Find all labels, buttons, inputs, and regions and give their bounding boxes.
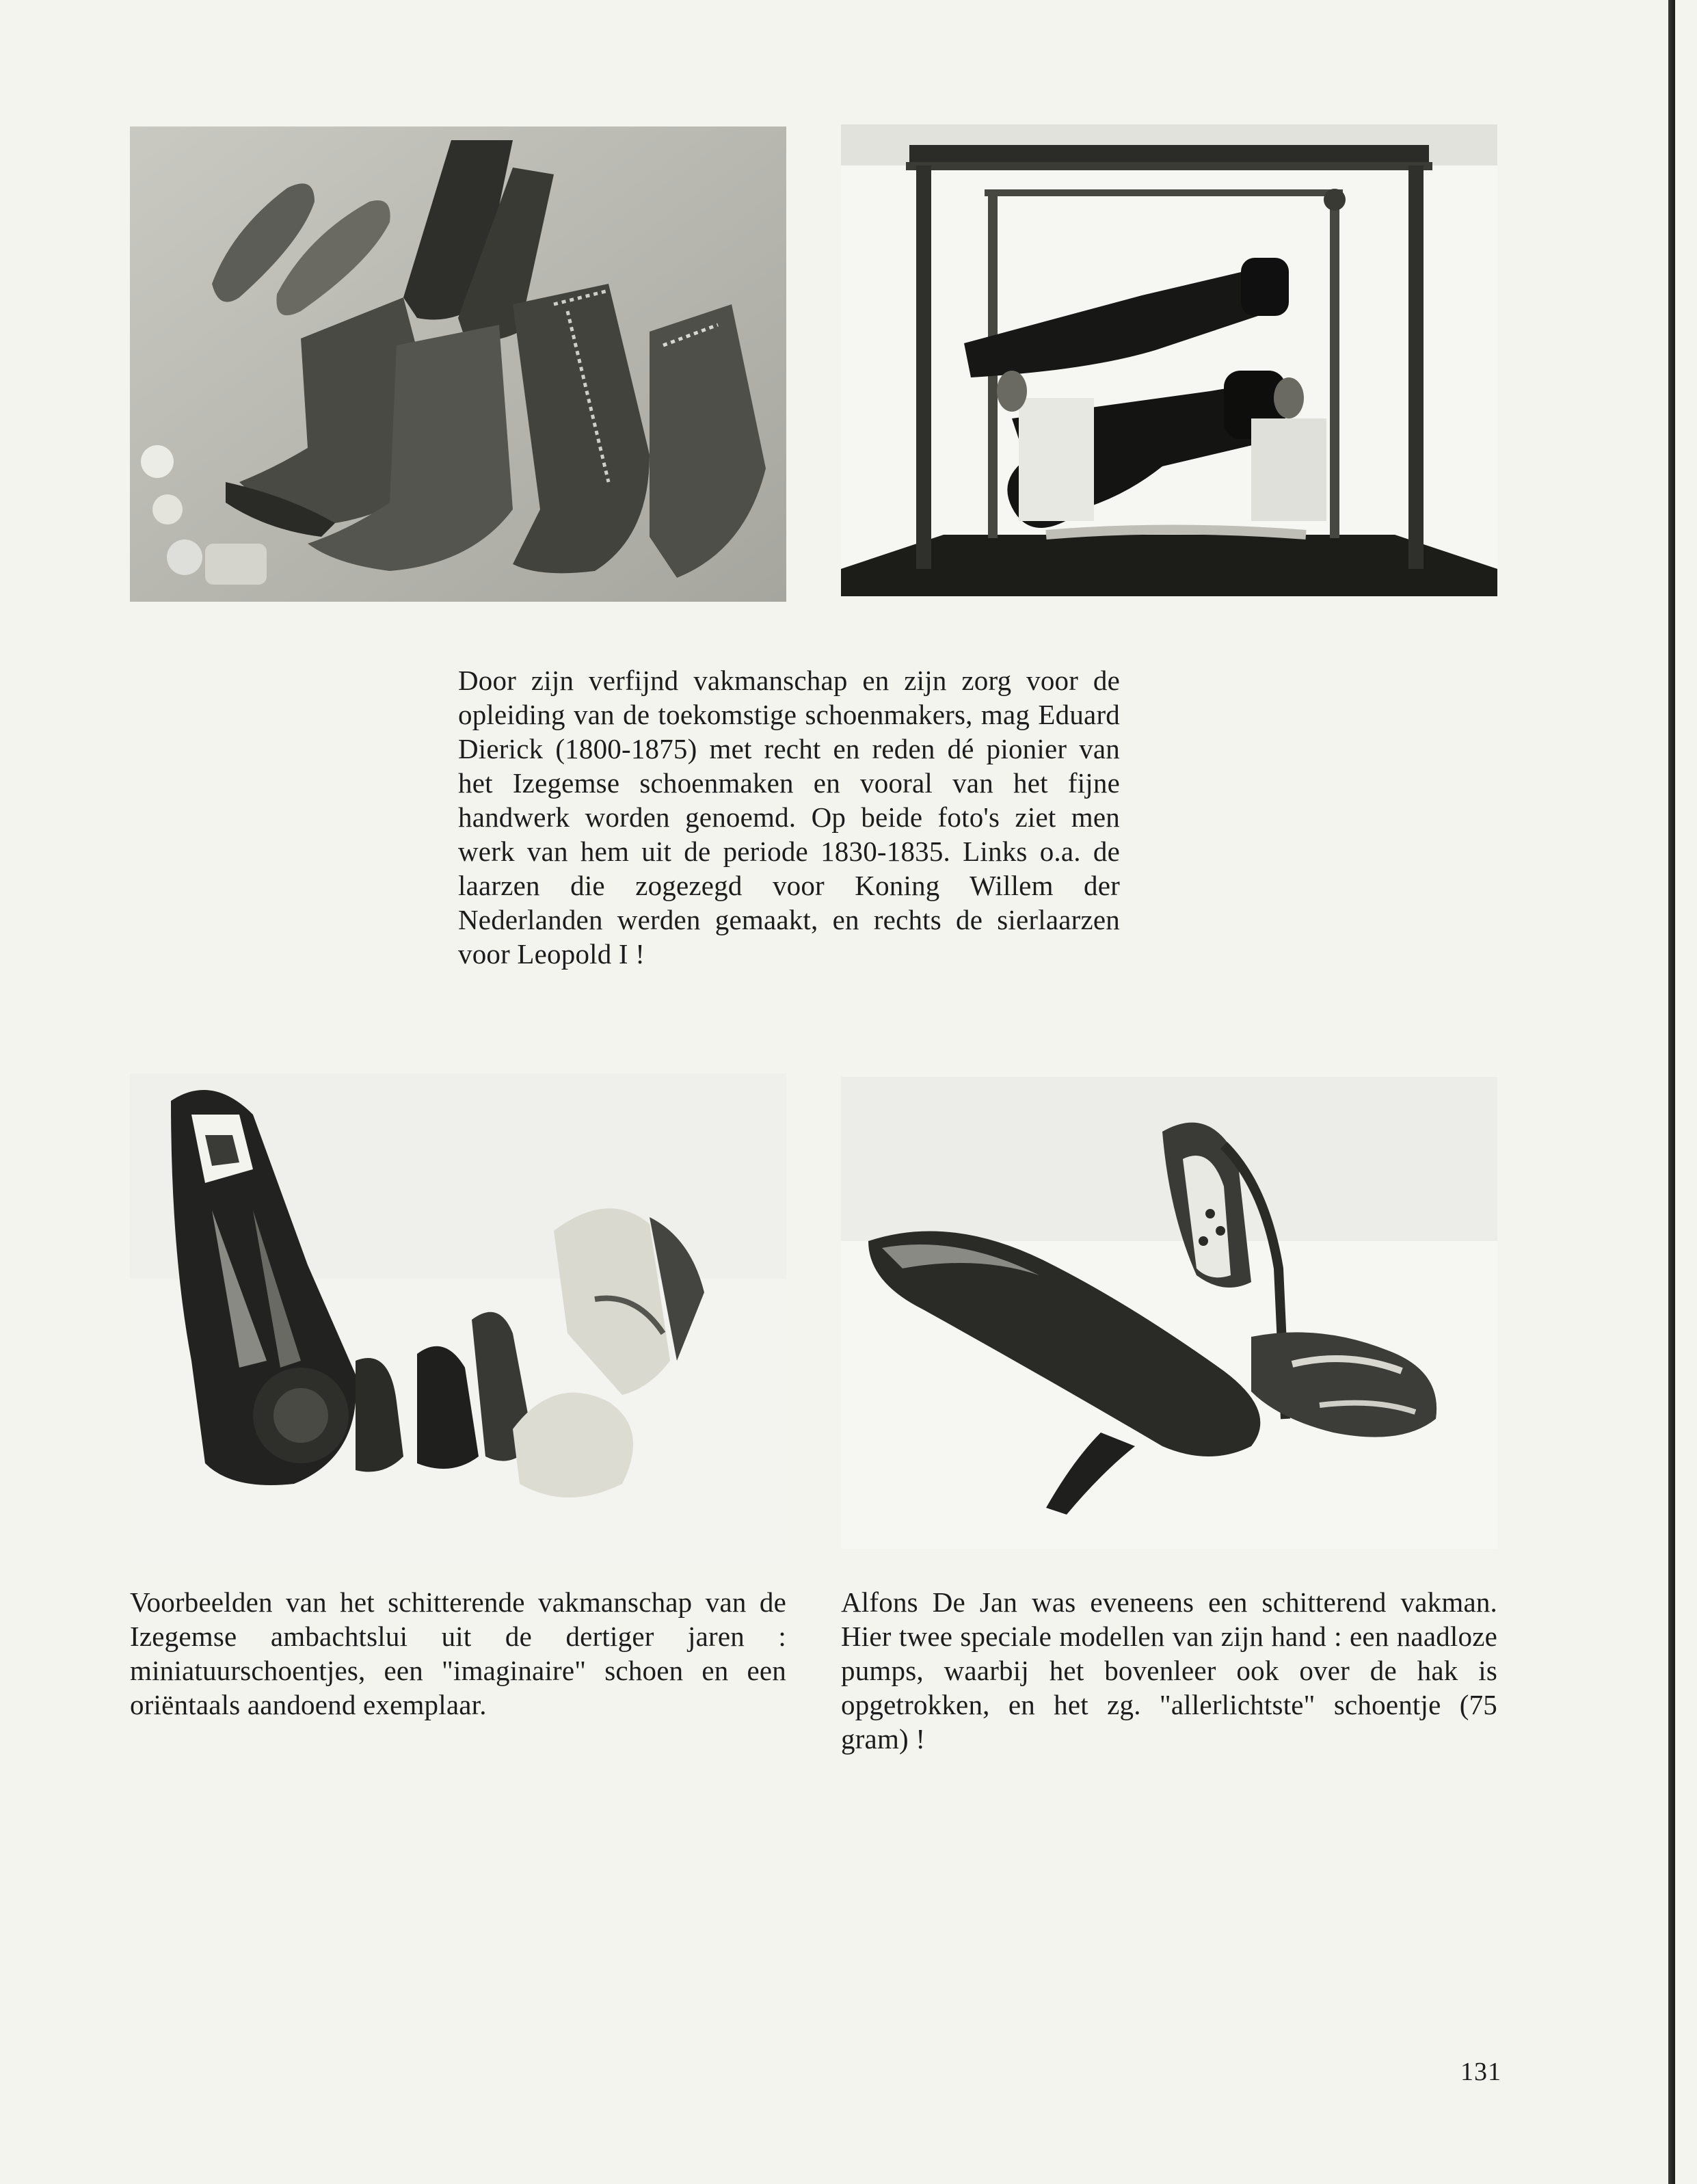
caption-bottom-left: Voorbeelden van het schitterende vakmanschap van de Izegemse ambachtslui uit de dertiger jaren : miniatuurschoentjes, een "imaginaire" schoen en een oriëntaals aandoend exemplaar. xyxy=(130,1586,786,1720)
caption-bottom-right: Alfons De Jan was eveneens een schitterend vakman. Hier twee speciale modellen van zijn hand : een naadloze pumps, waarbij het bovenleer ook over de hak is opgetrokken, en het zg. "allerlichtste" schoentje (75 gram) ! xyxy=(841,1586,1497,1755)
page-edge-shadow xyxy=(1668,0,1675,2184)
photo-boots-and-lasts xyxy=(130,126,786,602)
photo-miniature-shoes xyxy=(130,1074,786,1566)
caption-top: Door zijn verfijnd vakmanschap en zijn zorg voor de opleiding van de toekomstige schoenmakers, mag Eduard Dierick (1800-1875) met recht en reden dé pionier van het Izegemse schoenmaken en vooral van het fijne handwerk worden genoemd. Op beide foto's ziet men werk van hem uit de periode 1830-1835. Links o.a. de laarzen die zogezegd voor Koning Willem der Nederlanden werden gemaakt, en rechts de sierlaarzen voor Leopold I ! xyxy=(458,665,1120,970)
page-number: 131 xyxy=(1460,2058,1501,2086)
photo-pumps xyxy=(841,1077,1497,1549)
photo-display-case xyxy=(841,124,1497,596)
